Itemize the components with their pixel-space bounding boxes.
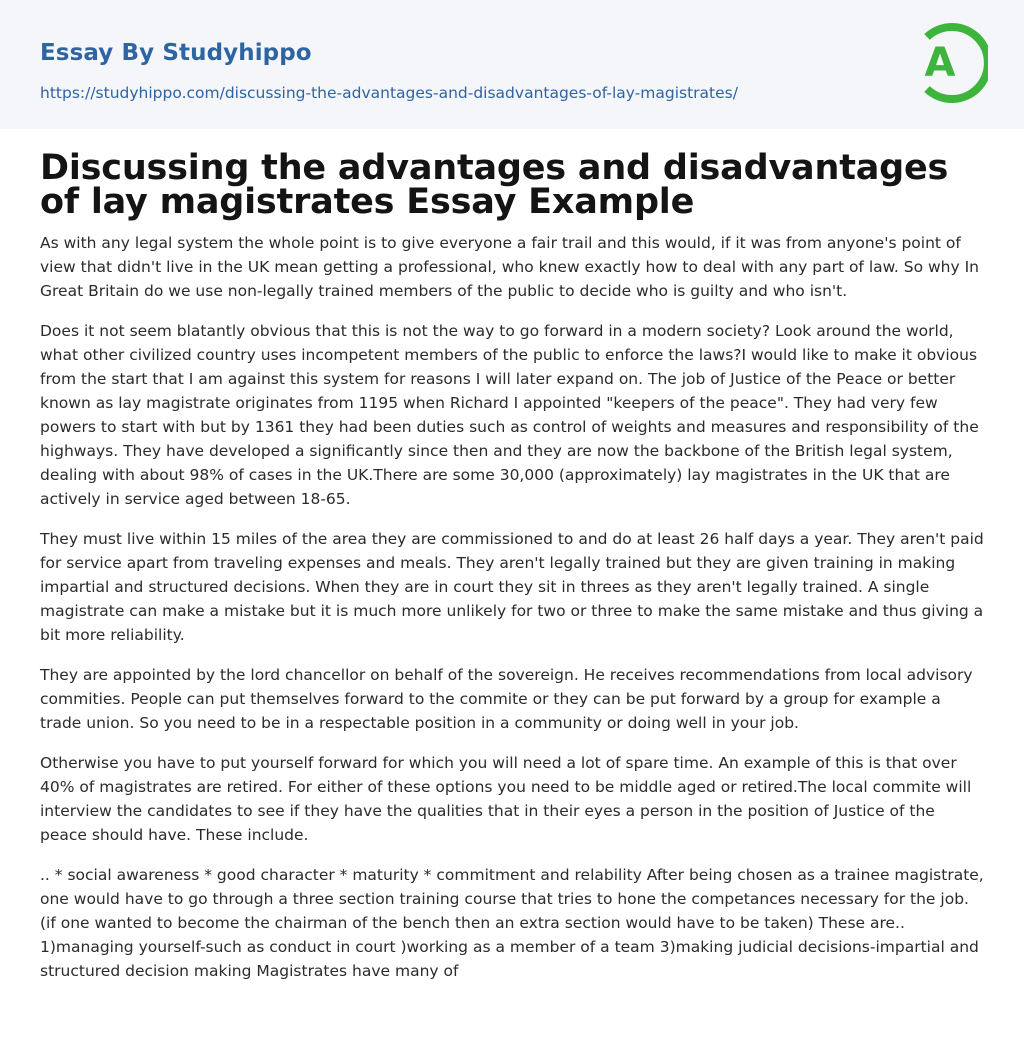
article-title: Discussing the advantages and disadvantages of lay magistrates Essay Example [40, 148, 949, 222]
letter-a-ring-logo-icon[interactable] [908, 18, 988, 108]
article-paragraph: Otherwise you have to put yourself forward for which you will need a lot of spare time. An example of this is that over 40% of magistrates are retired. For either of these options you need to be middle aged or retired.The local commite will interview the candidates to see if they have the qualities that in their eyes a person in the position of Justice of the peace should have. These include. [40, 754, 972, 844]
article-paragraph: .. * social awareness * good character * maturity * commitment and relability After being chosen as a trainee magistrate, one would have to go through a three section training course that tries to hone the competances necessary for the job. (if one wanted to become the chairman of the bench then an extra section would have to be taken) These are.. 1)managing yourself-such as conduct in court )working as a member of a team 3)making judicial decisions-impartial and structured decision making Magistrates have many of [40, 866, 984, 980]
site-brand[interactable]: Essay By Studyhippo [40, 40, 312, 66]
article-paragraph: Does it not seem blatantly obvious that this is not the way to go forward in a modern society? Look around the world, what other civilized country uses incompetent members of the public to enforce the laws?I would like to make it obvious from the start that I am against this system for reasons I will later expand on. The job of Justice of the Peace or better known as lay magistrate originates from 1195 when Richard I appointed "keepers of the peace". They had very few powers to start with but by 1361 they had been duties such as control of weights and measures and responsibility of the highways. They have developed a significantly since then and they are now the backbone of the British legal system, dealing with about 98% of cases in the UK.There are some 30,000 (approximately) lay magistrates in the UK that are actively in service aged between 18-65. [40, 322, 979, 508]
logo-letter: A [924, 40, 956, 86]
source-url-link[interactable]: https://studyhippo.com/discussing-the-advantages-and-disadvantages-of-lay-magistrates/ [40, 84, 738, 102]
article [0, 129, 1024, 983]
article-paragraph: As with any legal system the whole point is to give everyone a fair trail and this would, if it was from anyone's point of view that didn't live in the UK mean getting a professional, who knew exactly how to deal with any part of law. So why In Great Britain do we use non-legally trained members of the public to decide who is guilty and who isn't. [40, 234, 979, 300]
article-paragraph: They must live within 15 miles of the area they are commissioned to and do at least 26 half days a year. They aren't paid for service apart from traveling expenses and meals. They aren't legally trained but they are given training in making impartial and structured decisions. When they are in court they sit in threes as they aren't legally trained. A single magistrate can make a mistake but it is much more unlikely for two or three to make the same mistake and thus giving a bit more reliability. [40, 530, 984, 644]
article-paragraph: They are appointed by the lord chancellor on behalf of the sovereign. He receives recommendations from local advisory commities. People can put themselves forward to the commite or they can be put forward by a group for example a trade union. So you need to be in a respectable position in a community or doing well in your job. [40, 666, 973, 732]
site-header [0, 0, 1024, 129]
